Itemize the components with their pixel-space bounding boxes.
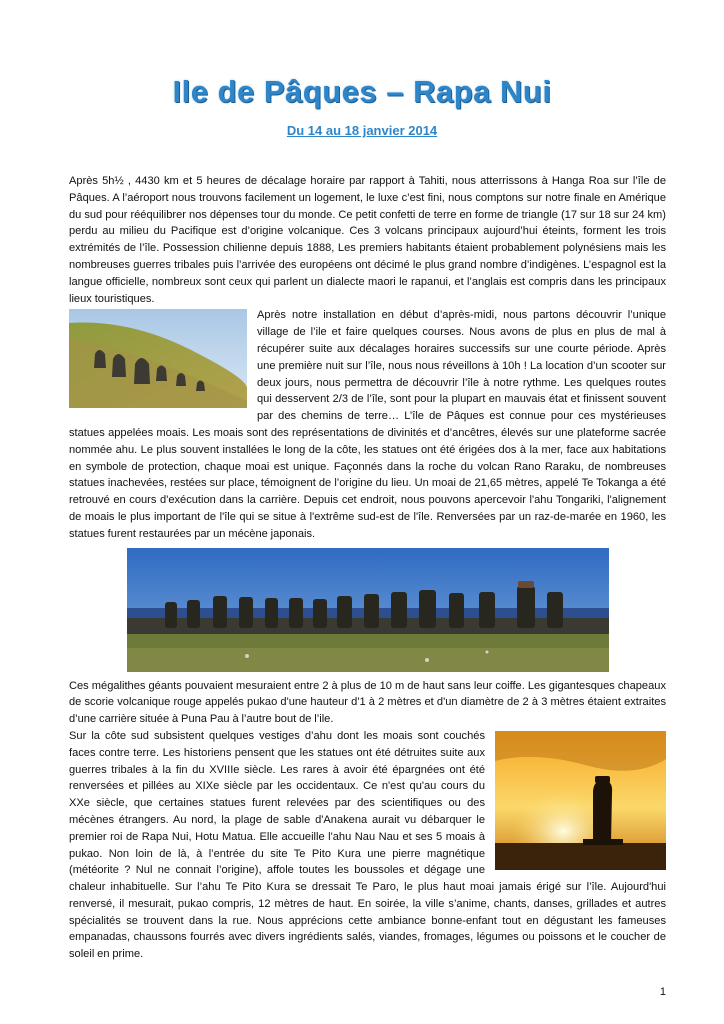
paragraph-moais: Après notre installation en début d’après-midi, nous partons découvrir l’unique village de l’ile et faire quelques courses. Nous avons de plus en plus de mal à récupérer suite aux décalages horaires successifs sur une courte période. Après une première nuit sur l’île, nous nous réveillons à 10h ! La location d’un scooter sur deux jours, nous permettra de découvrir l’île à notre rythme. Les quelques routes qui desservent 2/3 de l’île, sont pour la plupart en mauvais état et finissent souvent par des chemins de terre… L’île de Pâques est connue pour ces mystérieuses statues appelées moais. Les moais sont des représentations de divinités et d’ancêtres, élevés sur une plateforme sacrée nommée ahu. Le plus souvent installées le long de la côte, les statues ont été érigées dos à la mer, face aux habitations en symbole de protection, chaque moai est unique. Façonnés dans la roche du volcan Rano Raraku, de nombreuses statues inachevées, restées sur place, témoignent de l’origine du lieu. Un moai de 21,65 mètres, appelé Te Tokanga a été retrouvé en cours d'exécution dans la carrière. Depuis cet endroit, nous pouvons apercevoir l'ahu Tongariki, l'alignement de moais le plus important de l'île qui se situe à l'extrême sud-est de l'île. Renversées par un raz-de-marée en 1960, les statues furent restaurées par un mécène japonais. bbox=[69, 309, 666, 540]
paragraph-south-coast: Sur la côte sud subsistent quelques vestiges d’ahu dont les moais sont couchés faces contre terre. Les historiens pensent que les statues ont été détruites suite aux guerres tribales à la fin du XVIIIe siècle. Les rares à avoir été épargnées ont été renversées et pillées au XIXe siècle par les occidentaux. Ce n'est qu'au cours du XXe siècle, que certaines statues furent relevées par des scientifiques ou des mécènes étrangers. Au nord, la plage de sable d'Anakena aurait vu débarquer le premier roi de Rapa Nui, Hotu Matua. Elle accueille l'ahu Nau Nau et ses 5 moais à pukao. Non loin de là, à l’entrée du site Te Pito Kura une pierre magnétique (météorite ? Nul ne connait l’origine), affole toutes les boussoles et dégage une chaleur inhabituelle. Sur l’ahu Te Pito Kura se dressait Te Paro, le plus haut moai jamais érigé sur l’île. Aujourd'hui renversé, il mesurait, pukao compris, 12 mètres de haut. En soirée, la ville s’anime, chants, danses, grillades et autres spécialités se trouvent dans la rue. Nous apprécions cette ambiance bonne-enfant tout en dégustant les fameuses empanadas, chaussons fourrés avec divers ingrédients salés, viandes, fromages, légumes ou poissons et le coucher de soleil en prime. bbox=[69, 729, 666, 961]
article-body bbox=[69, 173, 666, 963]
page-subtitle: Du 14 au 18 janvier 2014 bbox=[286, 123, 438, 138]
page-title: Ile de Pâques – Rapa Nui bbox=[172, 74, 552, 109]
paragraph-megaliths: Ces mégalithes géants pouvaient mesuraient entre 2 à plus de 10 m de haut sans leur coiffe. Les gigantesques chapeaux de scorie volcanique rouge appelés pukao d'une hauteur d'1 à 2 mètres et d'un diamètre de 2 à 3 mètres étaient extraites d’une carrière située à Puna Pau à l’autre bout de l’ile. bbox=[69, 679, 666, 726]
moai-sunset-photo bbox=[495, 731, 666, 870]
page-number: 1 bbox=[659, 986, 666, 998]
moai-hillside-photo bbox=[69, 309, 247, 408]
ahu-tongariki-photo bbox=[127, 548, 609, 672]
paragraph-intro: Après 5h½ , 4430 km et 5 heures de décalage horaire par rapport à Tahiti, nous atterrissons à Hanga Roa sur l’île de Pâques. A l’aéroport nous trouvons facilement un logement, le luxe c’est fini, nous comptons sur notre finale en Amérique du sud pour rééquilibrer nos dépenses tour du monde. Ce petit confetti de terre en forme de triangle (17 sur 18 sur 24 km) perdu au milieu du Pacifique est d’origine volcanique. Ces 3 volcans principaux aujourd’hui éteints, forment les trois extrémités de l’île. Possession chilienne depuis 1888, Les premiers habitants étaient probablement polynésiens mais les nombreuses guerres tribales puis l’arrivée des européens ont décimé le plus grand nombre d’indigènes. L’espagnol est la langue officielle, nombreux sont ceux qui parlent un dialecte maori le rapanui, et l’anglais est compris dans les principaux lieux touristiques. bbox=[69, 175, 666, 305]
